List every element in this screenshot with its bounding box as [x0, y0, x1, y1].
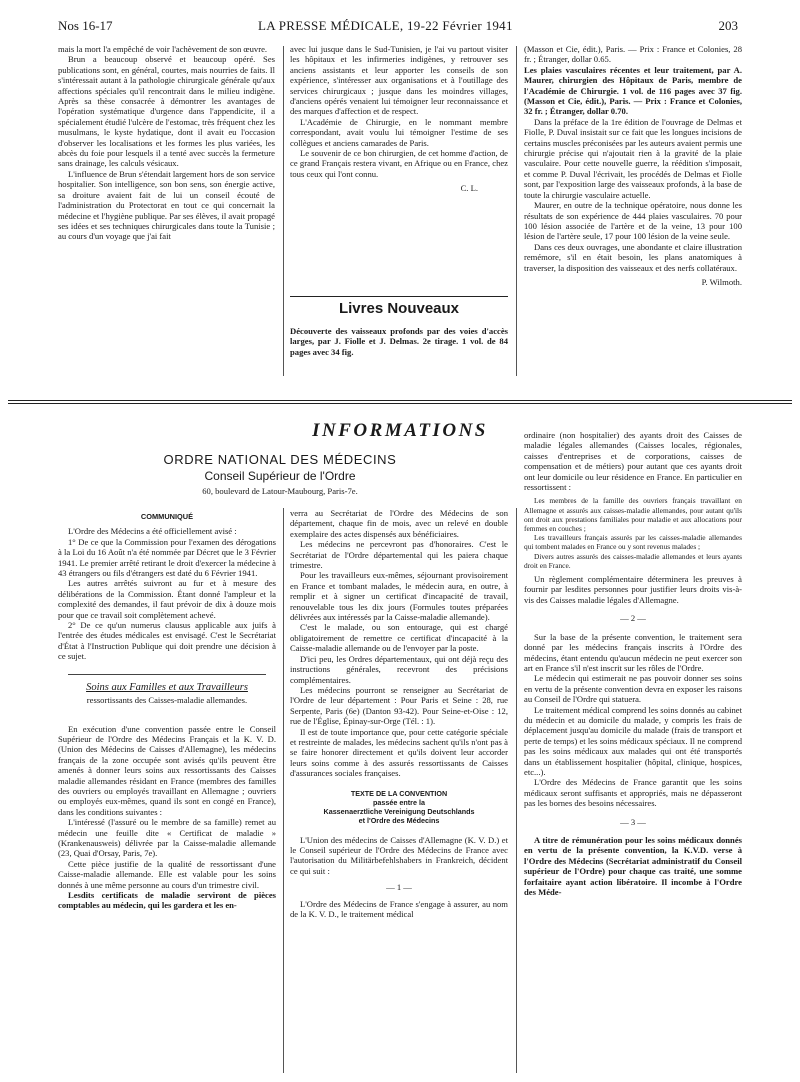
informations-heading: INFORMATIONS: [312, 420, 488, 441]
convention-heading-line: et l'Ordre des Médecins: [358, 815, 440, 825]
paragraph: Le traitement médical comprend les soins donnés au cabinet du médecin et au domicile du malade, y compris les frais de déplacement jusqu'au domicile du malade (frais de transport et perte de temps) et les soins médicaux spéciaux. Il ne comprend pas les soins médicaux aux malades qui ont été transportés dans un établissement hospitalier (hôpital, clinique, hospices, etc...).: [524, 704, 742, 777]
paragraph: L'intéressé (l'assuré ou le membre de sa famille) remet au médecin une feuille dite « Certificat de maladie » (Krankenausweis) délivrée par la Caisse-maladie allemande (23, Quai d'Orsay, Paris, 7e).: [58, 817, 276, 859]
paragraph: D'ici peu, les Ordres départementaux, qui ont déjà reçu des instructions générales, recevront des précisions complémentaires.: [290, 653, 508, 685]
list-item: Divers autres assurés des caisses-maladie allemandes et leurs ayants droit en France.: [524, 551, 742, 570]
signature: C. L.: [460, 183, 478, 194]
page-rule: [8, 403, 792, 404]
lower-column-1: [58, 512, 276, 911]
paragraph: Sur la base de la présente convention, le traitement sera donné par les médecins français inscrits à l'Ordre des médecins, étant entendu qu'aucun médecin ne peut exercer son art en France s'il n'est inscrit sur les rôles de l'Ordre.: [524, 631, 742, 673]
paragraph: Dans ces deux ouvrages, une abondante et claire illustration remémore, s'il en était besoin, les plans anatomiques à traverser, la disposition des vaisseaux et des nerfs collatéraux.: [524, 241, 742, 273]
convention-heading-line: Kassenaerztliche Vereinigung Deutschlands: [323, 806, 475, 816]
paragraph: Le médecin qui estimerait ne pas pouvoir donner ses soins en vertu de la présente convention devra en exposer les raisons au Conseil de l'Ordre qui statuera.: [524, 673, 742, 705]
paragraph: L'Ordre des Médecins de France s'engage à assurer, au nom de la K. V. D., le traitement médical: [290, 898, 508, 919]
signature: P. Wilmoth.: [701, 276, 742, 287]
soins-heading: Soins aux Familles et aux Travailleurs: [86, 681, 248, 693]
paragraph: Pour les travailleurs eux-mêmes, séjournant provisoirement en France et tombant malades, le médecin aura, en outre, à remplir et à signer un certificat d'incapacité de travail, renouvelable tous les dix jours (Formules toutes préparées délivrées aux intéressés par la Caisse-maladie allemande).: [290, 570, 508, 623]
publisher-line: (Masson et Cie, édit.), Paris. — Prix : France et Colonies, 28 fr. ; Étranger, dollar 0.65.: [524, 44, 742, 65]
lower-column-3: [524, 430, 742, 897]
livres-entry: [290, 326, 508, 357]
paragraph: 1° De ce que la Commission pour l'examen des dérogations à la Loi du 16 Août n'a été nommée par Décret que le 3 Février 1941. Le premier arrêté retirant le droit d'exercer la médecine à 43 étrangers ou fils d'étrangers est daté du 6 Février 1941.: [58, 536, 276, 579]
top-column-2: [290, 44, 508, 194]
paragraph: Cette pièce justifie de la qualité de ressortissant d'une Caisse-maladie allemande. Elle est valable pour les soins donnés à une même personne au cours d'un trimestre civil.: [58, 858, 276, 890]
ordre-heading-block: [60, 452, 500, 496]
issue-number: Nos 16-17: [58, 18, 113, 33]
paragraph: C'est le malade, ou son entourage, qui est chargé obligatoirement de remettre ce certificat d'incapacité à la Caisse-maladie allemande ou de l'envoyer par la poste.: [290, 622, 508, 654]
column-divider: [516, 508, 517, 1073]
paragraph: Les médecins ne percevront pas d'honoraires. C'est le Secrétariat de l'Ordre départemental qui les paiera chaque trimestre.: [290, 539, 508, 571]
top-column-3: [524, 44, 742, 287]
paragraph: avec lui jusque dans le Sud-Tunisien, je l'ai vu partout visiter les hôpitaux et les infirmeries indigènes, y retrouver ses anciens assistants et leur apporter les conseils de son expérience, s'intéresser aux organisations et à l'outillage des services chirurgicaux ; jusque dans les moindres villages, d'anciens opérés venaient lui témoigner leur reconnaissance et des marques d'affection et de respect.: [290, 44, 508, 117]
paragraph: En exécution d'une convention passée entre le Conseil Supérieur de l'Ordre des Médecins Français et la K. V. D. (Union des Médecins de Caisses d'Allemagne), les médecins français de la zone occupée sont avisés qu'ils peuvent être amenés à donner leurs soins aux ressortissants des Caisses maladie allemandes résidant en France (membres des familles des ouvriers ou employés travaillant en Allemagne ; ouvriers ou employés eux-mêmes, quand ils sont en congé en France), dans les conditions suivantes :: [58, 723, 276, 817]
column-divider: [283, 508, 284, 1073]
paragraph: Lesdits certificats de maladie serviront de pièces comptables au médecin, qui les gardera et les en-: [58, 890, 276, 911]
livres-nouveaux-heading: Livres Nouveaux: [338, 300, 460, 317]
ordre-address: 60, boulevard de Latour-Maubourg, Paris-7e.: [202, 486, 358, 496]
paragraph: verra au Secrétariat de l'Ordre des Médecins de son département, chaque fin de mois, avec un relevé en double exemplaire des actes dispensés aux bénéficiaires.: [290, 508, 508, 539]
ordre-subtitle: Conseil Supérieur de l'Ordre: [204, 469, 356, 483]
paragraph: mais la mort l'a empêché de voir l'achèvement de son œuvre.: [58, 44, 268, 54]
paragraph: Le souvenir de ce bon chirurgien, de cet homme d'action, de ce grand Français restera vivant, en Afrique ou en France, chez tous ceux qui l'ont connu.: [290, 148, 508, 179]
journal-title: LA PRESSE MÉDICALE, 19-22 Février 1941: [258, 18, 513, 33]
convention-heading: [290, 789, 508, 825]
small-print-list: [524, 496, 742, 570]
paragraph: Il est de toute importance que, pour cette catégorie spéciale et restreinte de malades, les médecins sachent qu'ils n'ont pas à se faire honorer directement et qu'ils doivent leur accorder leurs soins comme à des assurés ressortissants de Caisses d'assurances sociales françaises.: [290, 726, 508, 779]
article-number: — 2 —: [620, 613, 646, 624]
ordre-title: ORDRE NATIONAL DES MÉDECINS: [163, 452, 397, 467]
paragraph: L'Ordre des Médecins de France garantit que les soins médicaux seront suffisants et appropriés, mais ne dépasseront pas les bornes des besoins nécessaires.: [524, 777, 742, 809]
soins-subtitle: ressortissants des Caisses-maladie allemandes.: [86, 695, 248, 706]
book-entry: Découverte des vaisseaux profonds par des voies d'accès larges, par J. Fiolle et J. Delmas. 2e tirage. 1 vol. de 84 pages avec 34 fig.: [290, 326, 508, 357]
book-entry: Les plaies vasculaires récentes et leur traitement, par A. Maurer, chirurgien des Hôpitaux de Paris, membre de l'Académie de Chirurgie. 1 vol. de 116 pages avec 37 fig. (Masson et Cie, édit.), Paris. — Prix : France et Colonies, 32 fr. ; Étranger, dollar 0.70.: [524, 64, 742, 117]
paragraph: Brun a beaucoup observé et beaucoup opéré. Ses publications sont, en général, courtes, mais nourries de faits. Il s'intéressait autant à la pathologie chirurgicale générale qu'aux affections spéciales qu'il rencontrait dans le milieu indigène. Après sa thèse consacrée à démontrer les avantages de l'opération systématique d'urgence dans l'appendicite, il a spécialement étudié l'ulcère de l'estomac, très fréquent chez les musulmans, le kyste hydatique, dont il avait eu l'occasion d'observer les localisations et les formes les plus variées, les abcès du foie pour lesquels il a tenté avec succès la fermeture sans drainage, les calculs vésicaux.: [58, 54, 275, 169]
paragraph: L'Union des médecins de Caisses d'Allemagne (K. V. D.) et le Conseil supérieur de l'Ordre des Médecins de France avec l'autorisation du Militärbefehlshabers in Frankreich, décident ce qui suit :: [290, 834, 508, 876]
section-divider: [290, 296, 508, 297]
lower-column-2: [290, 508, 508, 919]
convention-heading-line: passée entre la: [373, 797, 425, 807]
paragraph: L'influence de Brun s'étendait largement hors de son service hospitalier. Son intelligence, son bon sens, son énergie active, sa droiture avaient fait de lui un conseil écouté de l'administration du Protectorat en tout ce qui concernait la médecine et l'hygiène publique. Par ses élèves, il avait propagé ses idées et ses techniques chirurgicales dans toute la Tunisie ; au cours d'un voyage que j'ai fait: [58, 168, 275, 242]
paragraph: Dans la préface de la 1re édition de l'ouvrage de Delmas et Fiolle, P. Duval insistait sur ce fait que les longues incisions de certains muscles préconisées par les auteurs avaient permis une chirurgie précise qui n'ajoutait rien à la gravité de la plaie vasculaire. Pour cette nouvelle guerre, la réédition s'imposait, et comme P. Duval l'écrivait, les procédés de Delmas et Fiolle sont, par l'exposition large des vaisseaux profonds, à la base de toute la chirurgie vasculaire actuelle.: [524, 116, 742, 200]
list-item: Les travailleurs français assurés par les caisses-maladie allemandes qui tombent malades en France ou y sont revenus malades ;: [524, 533, 742, 552]
paragraph: Maurer, en outre de la technique opératoire, nous donne les résultats de son expérience de 444 plaies vasculaires. 70 pour 100 lésion associée de l'artère et de la veine, 13 pour 100 lésion de l'artère seule, 17 pour 100 lésion de la veine seule.: [524, 200, 742, 242]
paragraph: Les médecins pourront se renseigner au Secrétariat de l'Ordre de leur département : Pour Paris et Seine : 28, rue Serpente, Paris (6e) (Danton 93-42). Pour Seine-et-Oise : 12, rue de l'Église, Épinay-sur-Orge (Tél. : 1).: [290, 684, 508, 727]
page-number: 203: [718, 18, 738, 33]
top-column-1: [58, 44, 275, 242]
article-number: — 1 —: [386, 882, 412, 893]
paragraph: ordinaire (non hospitalier) des ayants droit des Caisses de maladie légales allemandes (Caisses locales, régionales, caisses d'entreprises et de corporations, caisses de compensation et de métiers) pour autant que ces ayants droit ont leur domicile ou leur résidence en France. En particulier en ressortissent :: [524, 430, 742, 493]
page-rule: [8, 400, 792, 401]
paragraph: L'Ordre des Médecins a été officiellement avisé :: [68, 526, 237, 537]
article-number: — 3 —: [620, 816, 646, 827]
paragraph: Un règlement complémentaire déterminera les preuves à fournir par lesdites personnes pour justifier leurs droits vis-à-vis des Caisses maladie légales d'Allemagne.: [524, 574, 742, 605]
paragraph: Les autres arrêtés suivront au fur et à mesure des délibérations de la Commission. Étant donné l'ampleur et la complexité des demandes, il faut prévoir de dix à douze mois pour que ce travail soit complètement achevé.: [58, 578, 276, 620]
paragraph: A titre de rémunération pour les soins médicaux donnés en vertu de la présente convention, la K.V.D. verse à l'Ordre des Médecins (Secrétariat administratif du Conseil supérieur de l'Ordre) pour chaque cas traité, une somme forfaitaire ayant action libératoire. Il incombe à l'Ordre des Méde-: [524, 835, 742, 898]
paragraph: 2° De ce qu'un numerus clausus applicable aux juifs à l'entrée des études médicales est envisagé. C'est le Secrétariat d'État à l'Instruction Publique qui doit prendre une décision à ce sujet.: [58, 620, 276, 662]
convention-heading-line: TEXTE DE LA CONVENTION: [350, 788, 448, 798]
running-header: [58, 18, 738, 36]
section-divider: [68, 674, 266, 675]
column-divider: [516, 46, 517, 376]
list-item: Les membres de la famille des ouvriers français travaillant en Allemagne et assurés aux caisses-maladie allemandes, pour autant qu'ils ont droit aux prestations familiales pour maladie et aux allocations pour femmes en couches ;: [524, 496, 742, 534]
column-divider: [283, 46, 284, 376]
communique-heading: COMMUNIQUÉ: [140, 512, 194, 521]
paragraph: L'Académie de Chirurgie, en le nommant membre correspondant, avait voulu lui témoigner l'estime de ses collègues et anciens camarades de Paris.: [290, 116, 508, 148]
